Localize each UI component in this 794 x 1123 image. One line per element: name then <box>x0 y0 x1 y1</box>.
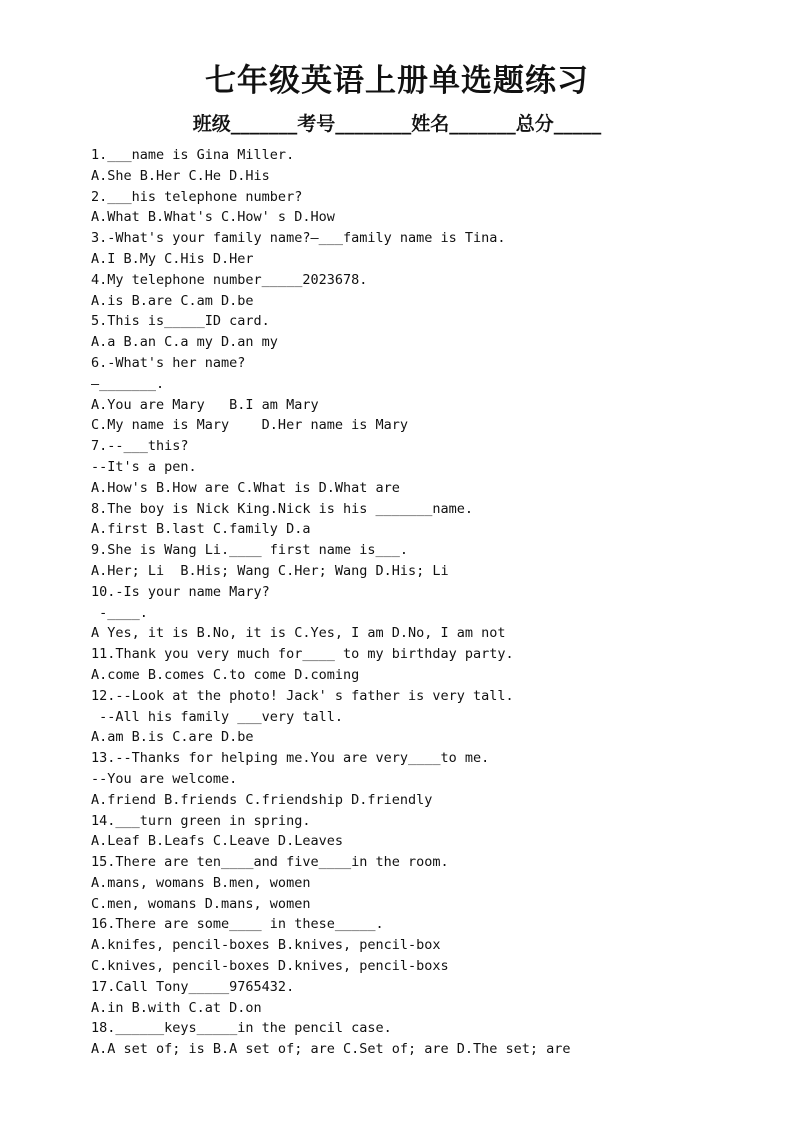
text-line: A.come B.comes C.to come D.coming <box>91 666 360 683</box>
page-title: 七年级英语上册单选题练习 <box>205 63 589 99</box>
question-list <box>91 145 771 1060</box>
question-line: 6.-What's her name? <box>91 354 246 371</box>
text-line: A.Her; Li B.His; Wang C.Her; Wang D.His; Li <box>91 562 449 579</box>
question-line: 18.______keys_____in the pencil case. <box>91 1020 392 1037</box>
question-line: 17.Call Tony_____9765432. <box>91 978 295 995</box>
text-line: C.My name is Mary D.Her name is Mary <box>91 417 408 434</box>
question-line: 10.-Is your name Mary? <box>91 583 270 600</box>
text-line: A.What B.What's C.How' s D.How <box>91 209 335 226</box>
question-line: 2.___his telephone number? <box>91 188 303 205</box>
question-line: 14.___turn green in spring. <box>91 812 311 829</box>
text-line: C.knives, pencil-boxes D.knives, pencil-boxs <box>91 958 449 975</box>
question-line: 5.This is_____ID card. <box>91 313 270 330</box>
question-line: 11.Thank you very much for____ to my birthday party. <box>91 646 514 663</box>
question-line: 3.-What's your family name?—___family name is Tina. <box>91 230 506 247</box>
text-line: A.first B.last C.family D.a <box>91 521 311 538</box>
text-line: --You are welcome. <box>91 770 238 787</box>
question-line: 9.She is Wang Li.____ first name is___. <box>91 542 408 559</box>
text-line: A.You are Mary B.I am Mary <box>91 396 319 413</box>
text-line: A.a B.an C.a my D.an my <box>91 334 278 351</box>
text-line: A.knifes, pencil-boxes B.knives, pencil-box <box>91 937 441 954</box>
text-line: --All his family ___very tall. <box>91 708 343 725</box>
text-line: A Yes, it is B.No, it is C.Yes, I am D.No, I am not <box>91 625 506 642</box>
text-line: A.I B.My C.His D.Her <box>91 250 254 267</box>
text-line: A.mans, womans B.men, women <box>91 874 311 891</box>
text-line: A.in B.with C.at D.on <box>91 999 262 1016</box>
question-line: 1.___name is Gina Miller. <box>91 147 295 163</box>
text-line: A.friend B.friends C.friendship D.friendly <box>91 791 433 808</box>
question-line: 16.There are some____ in these_____. <box>91 916 384 933</box>
question-line: 7.--___this? <box>91 438 189 455</box>
text-line: A.Leaf B.Leafs C.Leave D.Leaves <box>91 833 343 850</box>
question-line: 13.--Thanks for helping me.You are very____to me. <box>91 750 490 767</box>
text-line: A.am B.is C.are D.be <box>91 729 254 746</box>
question-line: 15.There are ten____and five____in the room. <box>91 854 449 871</box>
text-line: A.A set of; is B.A set of; are C.Set of; are D.The set; are <box>91 1041 571 1058</box>
question-line: 12.--Look at the photo! Jack' s father is very tall. <box>91 687 514 704</box>
question-line: 8.The boy is Nick King.Nick is his _______name. <box>91 500 474 517</box>
text-line: -____. <box>91 604 148 621</box>
text-line: —_______. <box>91 375 165 392</box>
text-line: A.How's B.How are C.What is D.What are <box>91 479 400 496</box>
text-line: A.is B.are C.am D.be <box>91 292 254 309</box>
text-line: --It's a pen. <box>91 458 197 475</box>
text-line: A.She B.Her C.He D.His <box>91 167 270 184</box>
text-line: C.men, womans D.mans, women <box>91 895 311 912</box>
student-info-line: 班级_______考号________姓名_______总分_____ <box>192 113 602 135</box>
question-line: 4.My telephone number_____2023678. <box>91 271 368 288</box>
